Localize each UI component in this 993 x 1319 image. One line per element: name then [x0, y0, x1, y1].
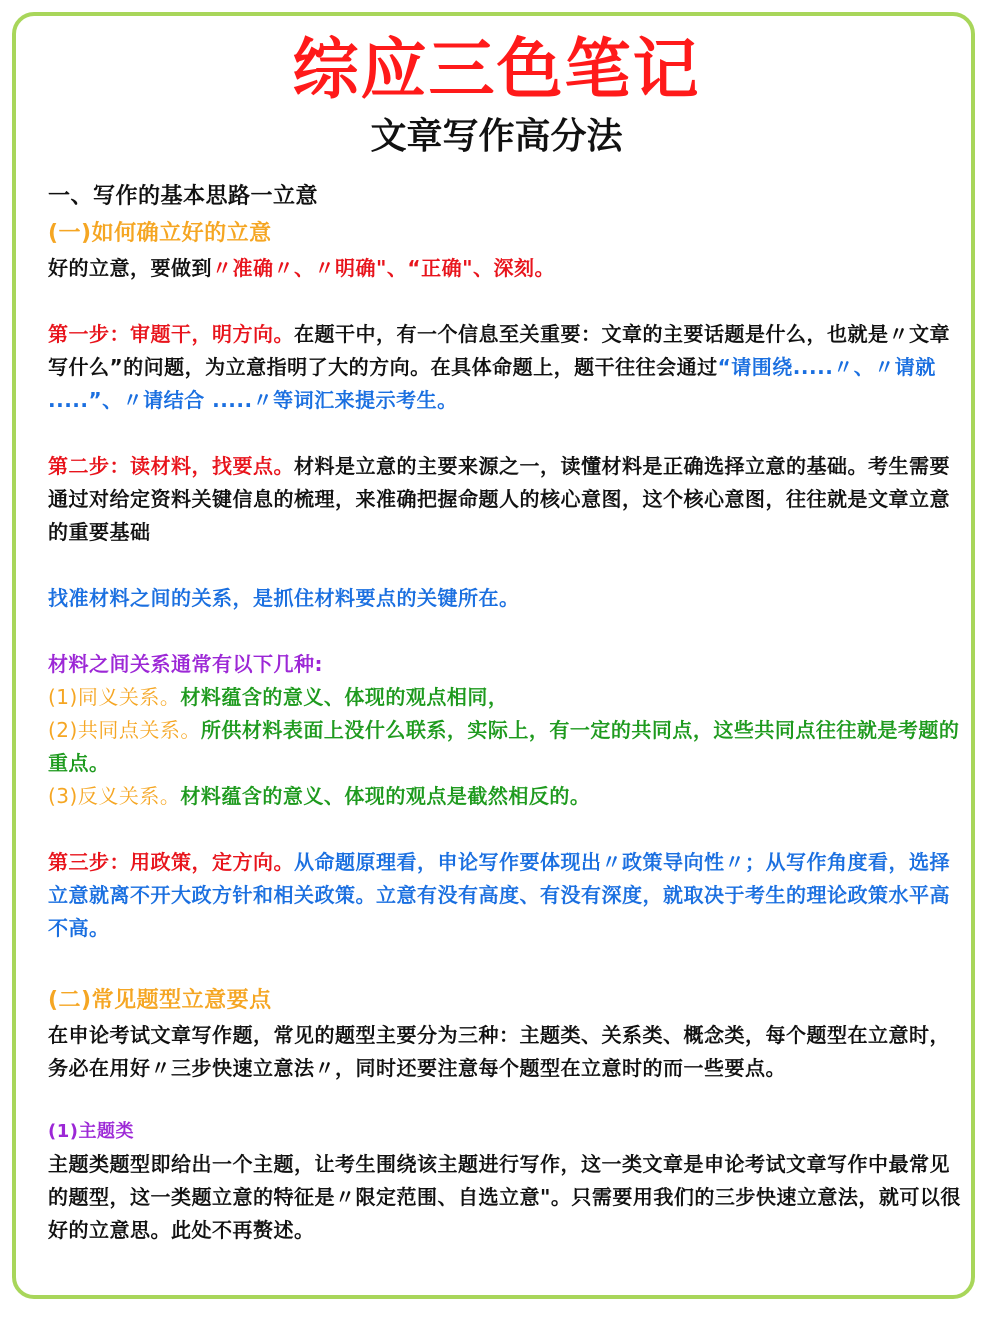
intro-paragraph: [48, 252, 968, 285]
step3-label: 第三步：用政策，定方向。: [48, 850, 294, 874]
relation-item-2: [48, 714, 968, 780]
step2-text: 材料是立意的主要来源之一，读懂材料是正确选择立意的基础。考生需要通过对给定资料关键信息的梳理，来准确把握命题人的核心意图，这个核心意图，往往就是文章立意的重要基础: [48, 454, 950, 544]
type1-paragraph: 主题类题型即给出一个主题，让考生围绕该主题进行写作，这一类文章是申论考试文章写作中最常见的题型，这一类题立意的特征是〃限定范围、自选立意"。只需要用我们的三步快速立意法，就可以很好的立意思。此处不再赘述。: [48, 1152, 961, 1242]
relation-1-text: 材料蕴含的意义、体现的观点相同，: [180, 685, 509, 709]
step3-paragraph: [48, 846, 968, 945]
page-subtitle: 文章写作高分法: [370, 116, 623, 157]
type1-heading: (1)主题类: [48, 1121, 134, 1142]
step3-text: 从命题原理看，申论写作要体现出〃政策导向性〃；从写作角度看，选择立意就离不开大政方针和相关政策。立意有没有高度、有没有深度，就取决于考生的理论政策水平高不高。: [48, 850, 950, 940]
section-heading: 一、写作的基本思路一立意: [48, 184, 319, 209]
page-title: 综应三色笔记: [292, 31, 701, 108]
subsection-heading-2: (二)常见题型立意要点: [48, 988, 272, 1013]
relation-3-text: 材料蕴含的意义、体现的观点是截然相反的。: [180, 784, 591, 808]
article-body: [48, 178, 968, 1247]
relation-1-label: (1)同义关系。: [48, 685, 181, 709]
relation-2-text: 所供材料表面上没什么联系，实际上，有一定的共同点，这些共同点往往就是考题的重点。: [48, 718, 960, 775]
step2-paragraph: [48, 450, 968, 549]
relation-item-3: [48, 780, 968, 813]
step1-paragraph: [48, 318, 968, 417]
relation-intro: 材料之间关系通常有以下几种:: [48, 652, 323, 676]
relation-3-label: (3)反义关系。: [48, 784, 181, 808]
step1-label: 第一步：审题干，明方向。: [48, 322, 294, 346]
subsection-2-paragraph: 在申论考试文章写作题，常见的题型主要分为三种：主题类、关系类、概念类，每个题型在立意时，务必在用好〃三步快速立意法〃，同时还要注意每个题型在立意时的而一些要点。: [48, 1023, 950, 1080]
relation-item-1: [48, 681, 968, 714]
relation-key-line: 找准材料之间的关系，是抓住材料要点的关键所在。: [48, 586, 520, 610]
relation-2-label: (2)共同点关系。: [48, 718, 201, 742]
step1-text: 在题干中，有一个信息至关重要：文章的主要话题是什么，也就是〃文章写什么”的问题，为立意指明了大的方向。在具体命题上，题干往往会通过: [48, 322, 950, 379]
step1-highlight: “请围绕.....〃、〃请就 .....”、〃请结合 .....〃等词汇来提示考生。: [48, 355, 936, 412]
intro-text: 好的立意，要做到: [48, 256, 212, 280]
step2-label: 第二步：读材料，找要点。: [48, 454, 294, 478]
intro-highlight: 〃准确〃、〃明确"、“正确"、深刻。: [212, 256, 555, 280]
subsection-heading-1: (一)如何确立好的立意: [48, 221, 272, 246]
